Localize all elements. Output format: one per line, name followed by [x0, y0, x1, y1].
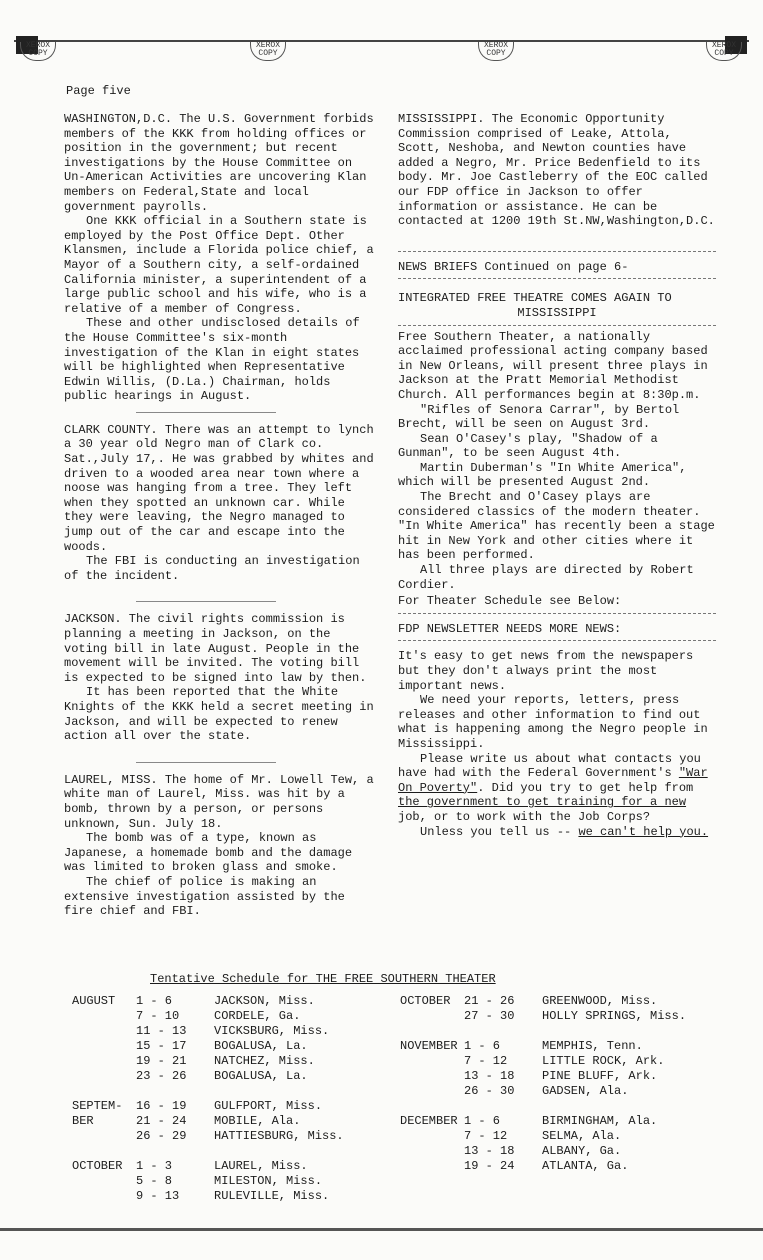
xerox-stamp-1: XEROX COPY [20, 42, 56, 61]
right-column [398, 112, 716, 839]
schedule-city: MILESTON, Miss. [214, 1174, 323, 1188]
theatre-schedule-note: For Theater Schedule see Below: [398, 594, 622, 609]
schedule-dates: 7 - 10 [136, 1009, 180, 1023]
schedule-row [72, 1054, 344, 1069]
schedule-month [400, 1084, 464, 1099]
schedule-row [72, 1174, 344, 1189]
schedule-month: OCTOBER [400, 994, 451, 1008]
newsletter-headline: FDP NEWSLETTER NEEDS MORE NEWS: [398, 621, 622, 636]
schedule-row [400, 1024, 686, 1039]
schedule-dates: 11 - 13 [136, 1024, 187, 1038]
schedule-row [400, 1084, 686, 1099]
schedule-month [72, 1024, 136, 1039]
schedule-dates: 13 - 18 [464, 1069, 515, 1083]
underlined-text: the government to get training for a new [398, 795, 687, 810]
schedule-row [72, 1189, 344, 1204]
schedule-month: SEPTEM- [72, 1099, 123, 1113]
divider [398, 613, 716, 614]
schedule-row [400, 1159, 686, 1174]
schedule-city: PINE BLUFF, Ark. [542, 1069, 658, 1083]
schedule-row [400, 1009, 686, 1024]
schedule-month [400, 1159, 464, 1174]
schedule-row [400, 1129, 686, 1144]
schedule-month: AUGUST [72, 994, 116, 1008]
schedule-city: BOGALUSA, La. [214, 1039, 308, 1053]
schedule-city: NATCHEZ, Miss. [214, 1054, 315, 1068]
schedule-city: LITTLE ROCK, Ark. [542, 1054, 665, 1068]
schedule-row [72, 994, 344, 1009]
schedule-month: BER [72, 1114, 94, 1128]
top-edge-line [14, 40, 749, 42]
schedule-city: SELMA, Ala. [542, 1129, 622, 1143]
article-laurel-p2: The bomb was of a type, known as Japanese, a homemade bomb and the damage was limited to broken glass and smoke. [64, 831, 353, 875]
divider [136, 762, 276, 773]
schedule-city: JACKSON, Miss. [214, 994, 315, 1008]
schedule-row [72, 1009, 344, 1024]
schedule-row [400, 1054, 686, 1069]
schedule-row [72, 1144, 344, 1159]
schedule-city: HATTIESBURG, Miss. [214, 1129, 344, 1143]
schedule-month [400, 1009, 464, 1024]
schedule-dates: 21 - 26 [464, 994, 515, 1008]
schedule-row [72, 1129, 344, 1144]
article-washington: WASHINGTON,D.C. The U.S. Government forbids members of the KKK from holding offices or position in the government; but recent investigations by the House Committee on Un-American Activities are uncovering Klan members on Federal,State and local government payrolls. [64, 112, 374, 214]
schedule-dates [464, 1099, 542, 1114]
schedule-month [72, 1144, 136, 1159]
schedule-row [400, 1069, 686, 1084]
schedule-row [72, 1099, 344, 1114]
schedule-month [400, 1129, 464, 1144]
schedule-month [72, 1069, 136, 1084]
schedule-row [400, 1144, 686, 1159]
newsletter-p1: It's easy to get news from the newspapers but they don't always print the most important news. [398, 649, 694, 693]
schedule-month [72, 1129, 136, 1144]
schedule-city: CORDELE, Ga. [214, 1009, 301, 1023]
schedule-city: ALBANY, Ga. [542, 1144, 622, 1158]
theatre-headline-line2: MISSISSIPPI [517, 305, 597, 320]
theatre-headline: INTEGRATED FREE THEATRE COMES AGAIN TO [398, 291, 672, 306]
schedule-dates [136, 1144, 214, 1159]
schedule-city: BIRMINGHAM, Ala. [542, 1114, 658, 1128]
newsletter-p2: We need your reports, letters, press releases and other information to find out what is happening among the Negro people in Mississippi. [398, 693, 708, 751]
schedule-dates: 21 - 24 [136, 1114, 187, 1128]
news-briefs-note: NEWS BRIEFS Continued on page 6- [398, 259, 629, 274]
schedule-city: GADSEN, Ala. [542, 1084, 629, 1098]
schedule-row [72, 1024, 344, 1039]
page-number: Page five [66, 84, 131, 98]
schedule-month: NOVEMBER [400, 1039, 458, 1053]
schedule-city: MEMPHIS, Tenn. [542, 1039, 643, 1053]
schedule-city: MOBILE, Ala. [214, 1114, 301, 1128]
schedule-month [400, 1099, 464, 1114]
schedule-dates: 1 - 6 [464, 1039, 501, 1053]
article-mississippi: MISSISSIPPI. The Economic Opportunity Commission comprised of Leake, Attola, Scott, Neshoba, and Newton counties have added a Negro, Mr. Price Bedenfield to its body. Mr. Joe Castleberry of the EOC called our FDP office in Jackson to offer information or assistance. He can be contacted at 1200 19th St.NW,Washington,D.C. [398, 112, 715, 229]
schedule-left [72, 994, 344, 1204]
schedule-city: ATLANTA, Ga. [542, 1159, 629, 1173]
theatre-director: All three plays are directed by Robert Cordier. [398, 563, 694, 592]
schedule-title: Tentative Schedule for THE FREE SOUTHERN THEATER [150, 972, 496, 986]
schedule-city: GREENWOOD, Miss. [542, 994, 658, 1008]
newsletter-p3 [398, 752, 716, 825]
schedule-month: OCTOBER [72, 1159, 123, 1173]
schedule-city: VICKSBURG, Miss. [214, 1024, 330, 1038]
schedule-row [72, 1039, 344, 1054]
schedule-month [72, 1039, 136, 1054]
article-washington-p3: These and other undisclosed details of the House Committee's six-month investigation of the Klan in eight states will be highlighted when Representative Edwin Willis, (D.La.) Chairman, holds public hearings in August. [64, 316, 360, 404]
schedule-dates: 26 - 30 [464, 1084, 515, 1098]
theatre-article: Free Southern Theater, a nationally acclaimed professional acting company based in New Orleans, will present three plays in Jackson at the Pratt Memorial Methodist Church. All performances begin at 8:30p.m. [398, 329, 708, 402]
text-span: job, or to work with the Job Corps? [398, 809, 651, 824]
theatre-play-brecht: "Rifles of Senora Carrar", by Bertol Brecht, will be seen on August 3rd. [398, 402, 680, 432]
divider [136, 601, 276, 612]
schedule-row [72, 1084, 344, 1099]
schedule-city: RULEVILLE, Miss. [214, 1189, 330, 1203]
schedule-dates: 13 - 18 [464, 1144, 515, 1158]
divider [398, 325, 716, 326]
underlined-text: we can't help you. [578, 824, 709, 839]
schedule-city: GULFPORT, Miss. [214, 1099, 323, 1113]
divider [136, 412, 276, 423]
schedule-dates: 7 - 12 [464, 1129, 508, 1143]
schedule-dates: 1 - 6 [464, 1114, 501, 1128]
schedule-dates: 26 - 29 [136, 1129, 187, 1143]
xerox-stamp-2: XEROX COPY [250, 42, 286, 61]
schedule-dates: 9 - 13 [136, 1189, 180, 1203]
schedule-month [400, 1054, 464, 1069]
schedule-row [72, 1114, 344, 1129]
schedule-month [400, 1144, 464, 1159]
text-span: . Did you try to get help from [477, 780, 694, 795]
divider [398, 278, 716, 279]
xerox-stamp-4: XEROX COPY [706, 42, 742, 61]
schedule-dates [136, 1084, 214, 1099]
schedule-month [72, 1174, 136, 1189]
schedule-row [72, 1069, 344, 1084]
schedule-dates: 19 - 24 [464, 1159, 515, 1173]
schedule-city: HOLLY SPRINGS, Miss. [542, 1009, 687, 1023]
theatre-play-duberman: Martin Duberman's "In White America", which will be presented August 2nd. [398, 460, 687, 490]
schedule-month [72, 1009, 136, 1024]
war-on-poverty: "War On Poverty" [398, 766, 708, 795]
schedule-month [400, 1069, 464, 1084]
newsletter-p4 [398, 825, 716, 840]
schedule-right [400, 994, 686, 1174]
article-jackson-p2: It has been reported that the White Knights of the KKK held a secret meeting in Jackson, and will be expected to renew action all over the state. [64, 685, 374, 744]
text-span: Unless you tell us -- [420, 824, 579, 839]
schedule-dates: 15 - 17 [136, 1039, 187, 1053]
schedule-city: BOGALUSA, La. [214, 1069, 308, 1083]
xerox-stamp-3: XEROX COPY [478, 42, 514, 61]
schedule-dates [464, 1024, 542, 1039]
theatre-classics: The Brecht and O'Casey plays are considered classics of the modern theater. "In White America" has recently been a stage hit in New York and other cities where it has been performed. [398, 490, 715, 563]
schedule-month [72, 1084, 136, 1099]
article-washington-p2: One KKK official in a Southern state is employed by the Post Office Dept. Other Klansmen, include a Florida police chief, a Mayor of a Southern city, a self-ordained California minister, a superintendent of a large public school and his wife, who is a relative of a member of Congress. [64, 214, 374, 316]
schedule-dates: 5 - 8 [136, 1174, 173, 1188]
schedule-row [72, 1159, 344, 1174]
schedule-dates: 16 - 19 [136, 1099, 187, 1113]
left-column [64, 112, 380, 919]
article-clark-county: CLARK COUNTY. There was an attempt to lynch a 30 year old Negro man of Clark co. Sat.,July 17,. He was grabbed by whites and driven to a wooded area near town where a noose was hanging from a tree. They left when they spotted an unknown car. While they were leaving, the Negro managed to jump out of the car and escape into the woods. [64, 422, 374, 554]
article-clark-county-p2: The FBI is conducting an investigation of the incident. [64, 554, 360, 583]
article-laurel: LAUREL, MISS. The home of Mr. Lowell Tew, a white man of Laurel, Miss. was hit by a bomb, thrown by a person, or persons unknown, Sun. July 18. [64, 772, 374, 831]
schedule-row [400, 1099, 686, 1114]
bottom-edge-line [0, 1228, 763, 1231]
schedule-dates: 1 - 3 [136, 1159, 173, 1173]
schedule-dates: 19 - 21 [136, 1054, 187, 1068]
article-jackson: JACKSON. The civil rights commission is planning a meeting in Jackson, on the voting bill in late August. People in the movement will be invited. The voting bill is expected to be signed into law by then. [64, 612, 367, 685]
schedule-city: LAUREL, Miss. [214, 1159, 308, 1173]
schedule-dates: 7 - 12 [464, 1054, 508, 1068]
schedule-month [72, 1054, 136, 1069]
schedule-month [72, 1189, 136, 1204]
schedule-month [400, 1024, 464, 1039]
schedule-dates: 27 - 30 [464, 1009, 515, 1023]
text-span: Please write us about what contacts you have had with the Federal Government's [398, 751, 701, 781]
schedule-dates: 1 - 6 [136, 994, 173, 1008]
divider [398, 640, 716, 641]
article-laurel-p3: The chief of police is making an extensive investigation assisted by the fire chief and FBI. [64, 874, 345, 919]
schedule-row [400, 994, 686, 1009]
divider [398, 251, 716, 252]
schedule-row [400, 1039, 686, 1054]
schedule-month: DECEMBER [400, 1114, 458, 1128]
theatre-play-ocasey: Sean O'Casey's play, "Shadow of a Gunman", to be seen August 4th. [398, 431, 658, 461]
schedule-dates: 23 - 26 [136, 1069, 187, 1083]
schedule-row [400, 1114, 686, 1129]
